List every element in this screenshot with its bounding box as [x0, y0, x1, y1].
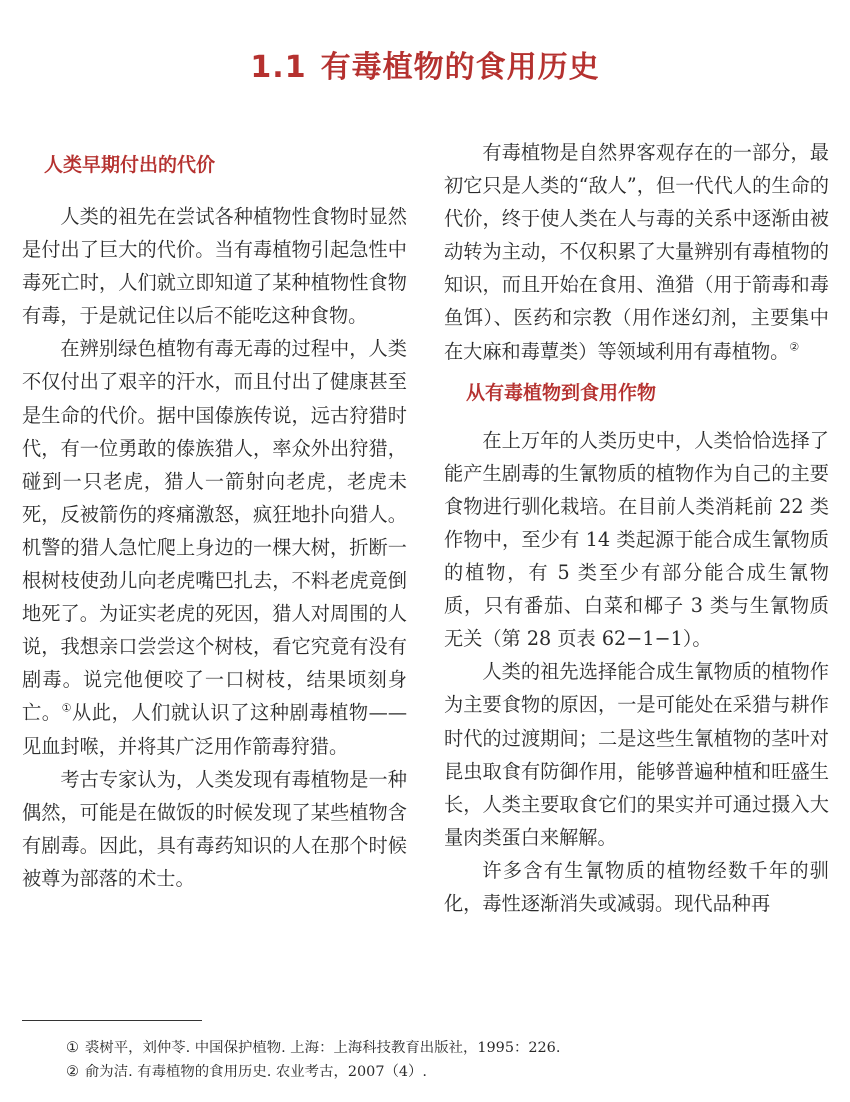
right-column [444, 136, 829, 920]
section-number: 1.1 [250, 50, 307, 86]
footnote-1 [66, 1036, 826, 1060]
footnote-text: 俞为洁. 有毒植物的食用历史. 农业考古，2007（4）. [84, 1064, 427, 1080]
footnote-ref-1[interactable]: ① [61, 702, 73, 716]
footnote-text: 裘树平，刘仲苓. 中国保护植物. 上海：上海科技教育出版社，1995：226. [84, 1040, 561, 1056]
paragraph: 人类的祖先在尝试各种植物性食物时显然是付出了巨大的代价。当有毒植物引起急性中毒死亡时，人们就立即知道了某种植物性食物有毒，于是就记住以后不能吃这种食物。 [22, 205, 407, 328]
section-heading-to-food-crops: 从有毒植物到食用作物 [466, 381, 657, 404]
section-title: 有毒植物的食用历史 [320, 50, 600, 86]
paragraph-text: 在辨别绿色植物有毒无毒的过程中，人类不仅付出了艰辛的汗水，而且付出了健康甚至是生命的代价。据中国傣族传说，远古狩猎时代，有一位勇敢的傣族猎人，率众外出狩猎，碰到一只老虎，猎人一箭射向老虎，老虎未死，反被箭伤的疼痛激怒，疯狂地扑向猎人。机警的猎人急忙爬上身边的一棵大树，折断一根树枝使劲儿向老虎嘴巴扎去，不料老虎竟倒地死了。为证实老虎的死因，猎人对周围的人说，我想亲口尝尝这个树枝，看它究竟有没有剧毒。说完他便咬了一口树枝，结果顷刻身亡。 [22, 337, 407, 725]
paragraph-text: 从此，人们就认识了这种剧毒植物——见血封喉，并将其广泛用作箭毒狩猎。 [22, 701, 408, 758]
footnote-mark: ① [66, 1040, 79, 1056]
paragraph [22, 332, 407, 762]
footnote-divider [22, 1020, 202, 1021]
page-title [0, 48, 850, 88]
footnotes [66, 1036, 826, 1084]
paragraph: 在上万年的人类历史中，人类恰恰选择了能产生剧毒的生氰物质的植物作为自己的主要食物进行驯化栽培。在目前人类消耗前 22 类作物中，至少有 14 类起源于能合成生氰物质的植物，有 5 类至少有部分能合成生氰物质，只有番茄、白菜和椰子 3 类与生氰物质无关（第 28 页表 62−1−1）。 [444, 428, 829, 651]
footnote-ref-2[interactable]: ② [789, 340, 800, 354]
footnote-2 [66, 1060, 826, 1084]
paragraph: 许多含有生氰物质的植物经数千年的驯化，毒性逐渐消失或减弱。现代品种再 [444, 858, 829, 915]
paragraph: 人类的祖先选择能合成生氰物质的植物作为主要食物的原因，一是可能处在采猎与耕作时代的过渡期间；二是这些生氰植物的茎叶对昆虫取食有防御作用，能够普遍种植和旺盛生长，人类主要取食它们的果实并可通过摄入大量肉类蛋白来解解。 [444, 660, 829, 849]
paragraph: 考古专家认为，人类发现有毒植物是一种偶然，可能是在做饭的时候发现了某些植物含有剧毒。因此，具有毒药知识的人在那个时候被尊为部落的术士。 [22, 767, 407, 890]
paragraph [444, 136, 829, 368]
paragraph-text: 有毒植物是自然界客观存在的一部分，最初它只是人类的“敌人”，但一代代人的生命的代价，终于使人类在人与毒的关系中逐渐由被动转为主动，不仅积累了大量辨别有毒植物的知识，而且开始在食用、渔猎（用于箭毒和毒鱼饵）、医药和宗教（用作迷幻剂，主要集中在大麻和毒蕈类）等领域利用有毒植物。 [444, 141, 829, 363]
section-heading-early-cost: 人类早期付出的代价 [44, 154, 216, 176]
footnote-mark: ② [66, 1064, 79, 1080]
left-column [22, 150, 407, 895]
